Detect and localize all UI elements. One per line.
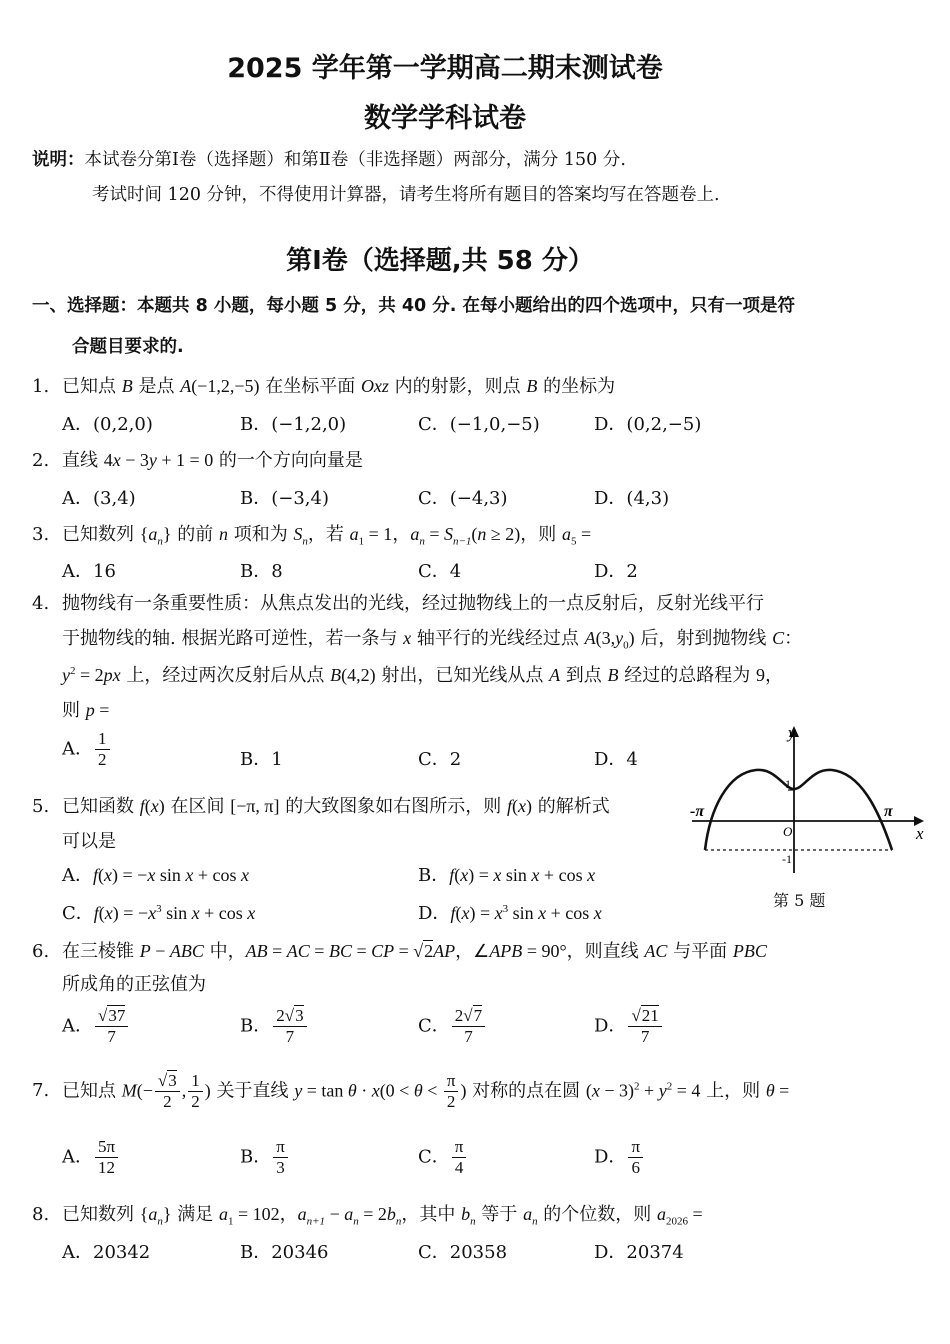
q4-option-b: B．1 <box>240 749 283 770</box>
q3-option-a: A．16 <box>62 561 116 582</box>
neg-pi-label: -π <box>690 803 705 820</box>
q8-option-d: D．20374 <box>594 1242 684 1263</box>
q7-option-c: C． $\frac{\pi}{4}$ <box>418 1138 468 1177</box>
q8-option-a: A．20342 <box>62 1242 151 1263</box>
pi-label: π <box>884 803 893 820</box>
q7-option-a: A． $\frac{5\pi}{12}$ <box>62 1138 120 1177</box>
q2-option-d: D．(4,3) <box>594 488 670 509</box>
question-2: 2. 直线 4x − 3y + 1 = 0 的一个方向向量是 <box>32 450 363 471</box>
question-6: 6. 在三棱锥 P − ABC 中，AB = AC = BC = CP = √2AP，∠APB = 90°，则直线 AC 与平面 PBC <box>32 941 767 962</box>
question-5-line-2: 可以是 <box>62 831 116 852</box>
question-5-graph <box>688 718 933 878</box>
exam-subtitle: 数学学科试卷 <box>364 103 526 134</box>
q7-option-d: D． $\frac{\pi}{6}$ <box>594 1138 645 1177</box>
q1-option-b: B．(−1,2,0) <box>240 414 347 435</box>
q3-option-d: D．2 <box>594 561 638 582</box>
x-axis-label: x <box>916 824 924 843</box>
q6-option-b: B． $\frac{2√3}{7}$ <box>240 1007 309 1046</box>
q8-option-b: B．20346 <box>240 1242 329 1263</box>
q2-option-a: A．(3,4) <box>62 488 136 509</box>
instructions-line-2: 考试时间 120 分钟，不得使用计算器，请考生将所有题目的答案均写在答题卷上. <box>92 185 720 205</box>
minus-one-label: -1 <box>782 852 792 866</box>
q5-option-d: D．$f(x) = x^3$ sin x + cos x <box>418 903 602 924</box>
q7-option-b: B． $\frac{\pi}{3}$ <box>240 1138 290 1177</box>
question-7: 7. 已知点 M(− $\frac{√3}{2}$ , $\frac{1}{2}$ ) 关于直线 y = tan θ · x(0 < θ < $\frac{\pi}{2}$ ) 对称的点在圆 $(x - 3)^2 + y^2 = 4$ 上，则 θ = <box>32 1071 790 1111</box>
origin-label: O <box>783 824 793 839</box>
q1-option-d: D．(0,2,−5) <box>594 414 702 435</box>
q4-option-d: D．4 <box>594 749 638 770</box>
q5-option-c: C．$f(x) = -x^3$ sin x + cos x <box>62 903 256 924</box>
question-4-line-2: 于抛物线的轴. 根据光路可逆性，若一条与 x 轴平行的光线经过点 $A(3,y_0)$ 后，射到抛物线 C： <box>62 628 803 652</box>
exam-title: 2025 学年第一学期高二期末测试卷 <box>227 53 663 84</box>
section-title: 第Ⅰ卷（选择题,共 58 分） <box>286 246 594 276</box>
q5-option-a: A．f(x) = −x sin x + cos x <box>62 865 249 886</box>
q4-option-c: C．2 <box>418 749 462 770</box>
question-4-line-3: $y^2 = 2px$ 上，经过两次反射后从点 B(4,2) 射出，已知光线从点 A 到点 B 经过的总路程为 9， <box>62 665 783 686</box>
q5-option-b: B．f(x) = x sin x + cos x <box>418 865 596 886</box>
instructions-line-1: 说明：本试卷分第Ⅰ卷（选择题）和第Ⅱ卷（非选择题）两部分，满分 150 分. <box>32 150 626 170</box>
q8-option-c: C．20358 <box>418 1242 508 1263</box>
q6-option-a: A． $\frac{√37}{7}$ <box>62 1007 130 1046</box>
question-5: 5. 已知函数 f(x) 在区间 [−π, π] 的大致图象如右图所示，则 f(x) 的解析式 <box>32 796 610 817</box>
question-4: 4. 抛物线有一条重要性质：从焦点发出的光线，经过抛物线上的一点反射后，反射光线平行 <box>32 593 764 614</box>
section-description-1: 一、选择题：本题共 8 小题，每小题 5 分，共 40 分. 在每小题给出的四个选项中，只有一项是符 <box>32 296 795 316</box>
function-curve <box>705 770 892 850</box>
q1-option-a: A．(0,2,0) <box>62 414 153 435</box>
y-axis-label: y <box>788 723 796 742</box>
question-8: 8. 已知数列 $\{a_n\}$ 满足 $a_1 = 102$，$a_{n+1} - a_n = 2b_n$，其中 $b_n$ 等于 $a_n$ 的个位数，则 $a_{2026}$ = <box>32 1204 703 1228</box>
question-6-line-2: 所成角的正弦值为 <box>62 974 206 995</box>
question-4-line-4: 则 p = <box>62 700 110 721</box>
q2-option-b: B．(−3,4) <box>240 488 329 509</box>
question-3: 3. 已知数列 $\{a_n\}$ 的前 n 项和为 $S_n$，若 $a_1 = 1$，$a_n = S_{n-1}(n \ge 2)$，则 $a_5$ = <box>32 524 592 548</box>
q3-option-c: C．4 <box>418 561 462 582</box>
instructions-label: 说明： <box>32 150 85 170</box>
q6-option-d: D． $\frac{√21}{7}$ <box>594 1007 664 1046</box>
one-label: 1 <box>785 777 791 791</box>
question-1: 1. 已知点 B 是点 A(−1,2,−5) 在坐标平面 Oxz 内的射影，则点 B 的坐标为 <box>32 376 616 397</box>
q6-option-c: C． $\frac{2√7}{7}$ <box>418 1007 487 1046</box>
q3-option-b: B．8 <box>240 561 283 582</box>
q2-option-c: C．(−4,3) <box>418 488 508 509</box>
section-description-2: 合题目要求的. <box>72 337 184 357</box>
figure-caption: 第 5 题 <box>773 891 826 910</box>
q1-option-c: C．(−1,0,−5) <box>418 414 540 435</box>
q4-option-a: A． $\frac{1}{2}$ <box>62 730 112 769</box>
